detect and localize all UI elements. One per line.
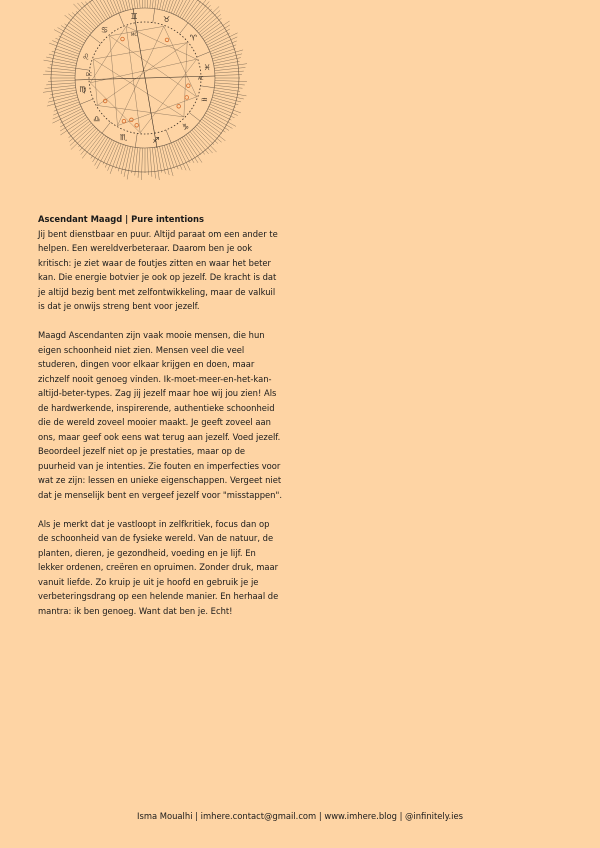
ray: [141, 148, 142, 180]
ray: [204, 115, 229, 130]
ray: [214, 64, 247, 69]
ray: [93, 137, 108, 162]
ray: [46, 57, 76, 63]
aspect-line: [184, 43, 187, 117]
house-cusp: [135, 133, 137, 147]
ray: [65, 24, 87, 39]
ray: [116, 0, 124, 11]
ray: [138, 148, 140, 178]
planet-marker: [165, 38, 169, 42]
ray: [110, 144, 121, 174]
sign-glyph: ♊: [130, 11, 138, 21]
sign-glyph: ♏: [119, 133, 128, 143]
ray: [44, 60, 76, 66]
planet-marker: [185, 96, 189, 100]
sunburst-rays: [43, 0, 247, 180]
ray: [78, 128, 96, 147]
ray: [167, 0, 175, 11]
ray: [199, 14, 221, 33]
paragraph-3: Als je merkt dat je vastloopt in zelfkritiek, focus dan op de schoonheid van de fysieke wereld. Van de natuur, de planten, dieren, je gezondheid, voeding en je lijf. En lekker ordenen, creëren en opruimen. Zonder druk, maar vanuit liefde. Zo kruip je uit je hoofd en gebruik je je verbeteringsdrang op een helende manier. En herhaal de mantra: ik ben genoeg. Want dat ben je. Echt!: [38, 518, 279, 616]
ray: [43, 74, 75, 75]
ray: [100, 0, 114, 15]
ray: [142, 0, 143, 8]
ray: [215, 67, 246, 70]
ray: [150, 0, 152, 8]
dc-label: DC: [86, 72, 92, 77]
ray: [213, 93, 243, 99]
house-cusp: [166, 130, 171, 143]
astrology-chart: [28, 0, 264, 196]
ray: [178, 140, 190, 163]
planet-marker: [187, 84, 191, 88]
ray: [81, 132, 100, 155]
aspect-line: [126, 26, 140, 132]
ray: [215, 83, 245, 85]
sign-glyph: ♉: [162, 14, 171, 24]
ray: [69, 123, 91, 142]
ray: [207, 33, 230, 45]
ray: [46, 83, 75, 85]
ray: [147, 148, 148, 175]
ray: [215, 75, 242, 76]
aspect-line: [90, 26, 126, 82]
ray: [171, 143, 182, 170]
ray: [59, 36, 82, 47]
ray: [138, 0, 140, 8]
sign-glyph: ♈: [189, 33, 197, 43]
sign-glyph: ♌: [82, 52, 90, 62]
aspect-line: [118, 26, 164, 125]
ray: [169, 0, 180, 12]
house-cusp: [153, 9, 155, 23]
ray: [45, 85, 76, 88]
aspect-line: [97, 106, 184, 117]
sign-glyph: ♐: [152, 136, 160, 146]
house-cusp: [90, 35, 101, 44]
ray: [121, 0, 128, 10]
ray: [150, 148, 152, 177]
ray: [199, 123, 222, 142]
ray: [155, 147, 160, 180]
ray: [214, 90, 246, 96]
ray: [162, 0, 169, 10]
planet-marker: [130, 118, 134, 122]
house-cusp: [179, 23, 188, 34]
planet-marker: [135, 123, 139, 127]
ray: [60, 111, 83, 123]
aspect-line: [97, 43, 187, 106]
ray: [147, 0, 148, 8]
ray: [215, 80, 247, 81]
paragraph-2: Maagd Ascendanten zijn vaak mooie mensen, die hun eigen schoonheid niet zien. Mensen veel die veel studeren, dingen voor elkaar krijgen en doen, maar zichzelf nooit genoeg vinden. Ik-moet-meer-en-het-kan-altijd-beter-types. Zag jij jezelf maar hoe wij jou zien! Als de hardwerkende, inspirerende, authentieke schoonheid die de wereld zoveel mooier maakt. Je geeft zoveel aan ons, maar geef ook eens wat terug aan jezelf. Voed jezelf. Beoordeel jezelf niet op je prestaties, maar op de puurheid van je intenties. Zie fouten en imperfecties voor wat ze zijn: lessen en unieke eigenschappen. Vergeet niet dat je menselijk bent en vergeef jezelf voor "misstappen".: [38, 330, 283, 500]
ray: [190, 132, 209, 154]
planet-marker: [122, 119, 126, 123]
ray: [76, 11, 95, 29]
ray: [164, 0, 171, 11]
ray: [190, 1, 209, 24]
house-cusp: [200, 86, 214, 88]
ray: [195, 127, 214, 145]
house-cusp: [189, 112, 200, 121]
aspect-line: [110, 36, 118, 126]
sign-glyph: ♎: [93, 114, 101, 124]
footer-contact: Isma Moualhi | imhere.contact@gmail.com | www.imhere.blog | @infinitely.ies: [136, 811, 463, 821]
ray: [68, 14, 91, 33]
ray: [127, 147, 133, 179]
ray: [152, 148, 155, 179]
natal-chart-graphic: [28, 0, 264, 196]
article: [38, 212, 282, 633]
ray: [103, 141, 114, 164]
ray: [203, 117, 225, 132]
ray: [194, 9, 212, 28]
ray: [43, 88, 76, 93]
ray: [182, 0, 197, 19]
ray: [178, 0, 193, 16]
article-title: Ascendant Maagd | Pure intentions: [38, 214, 204, 224]
house-cusp: [80, 99, 93, 104]
aspect-line: [93, 59, 184, 117]
sign-glyph: ♒: [200, 95, 208, 105]
ray: [91, 136, 106, 158]
mc-label: MC: [131, 32, 138, 37]
ray: [208, 109, 231, 120]
ray: [53, 104, 80, 115]
sign-glyph: ♑: [181, 122, 190, 132]
sign-glyph: ♍: [79, 84, 87, 94]
house-cusp: [197, 52, 210, 57]
ray: [124, 146, 130, 176]
ray: [48, 80, 75, 81]
ray: [61, 26, 86, 41]
ray: [45, 71, 75, 73]
aspect-line: [93, 59, 97, 105]
paragraph-1: Jij bent dienstbaar en puur. Altijd paraat om een ander te helpen. Een wereldverbeteraar. Daarom ben je ook kritisch: je ziet waar de foutjes zitten en waar het beter kan. Die energie botvier je ook op jezelf. De kracht is dat je altijd bezig bent met zelfontwikkeling, maar de valkuil is dat je onwijs streng bent voor jezelf.: [38, 228, 278, 311]
sign-glyph: ♓: [203, 63, 211, 73]
house-cusp: [76, 68, 90, 70]
planet-marker: [177, 104, 181, 108]
aspect-lines: [75, 8, 215, 148]
ray: [210, 41, 237, 52]
ray: [215, 71, 244, 73]
house-cusp: [119, 13, 124, 26]
ac-label: AC: [198, 76, 204, 81]
ray: [81, 2, 100, 24]
ray: [128, 0, 133, 9]
house-cusp: [102, 122, 111, 133]
ray: [211, 102, 241, 113]
sign-glyph: ♋: [100, 25, 109, 35]
planet-marker: [121, 37, 125, 41]
ray: [49, 43, 79, 54]
